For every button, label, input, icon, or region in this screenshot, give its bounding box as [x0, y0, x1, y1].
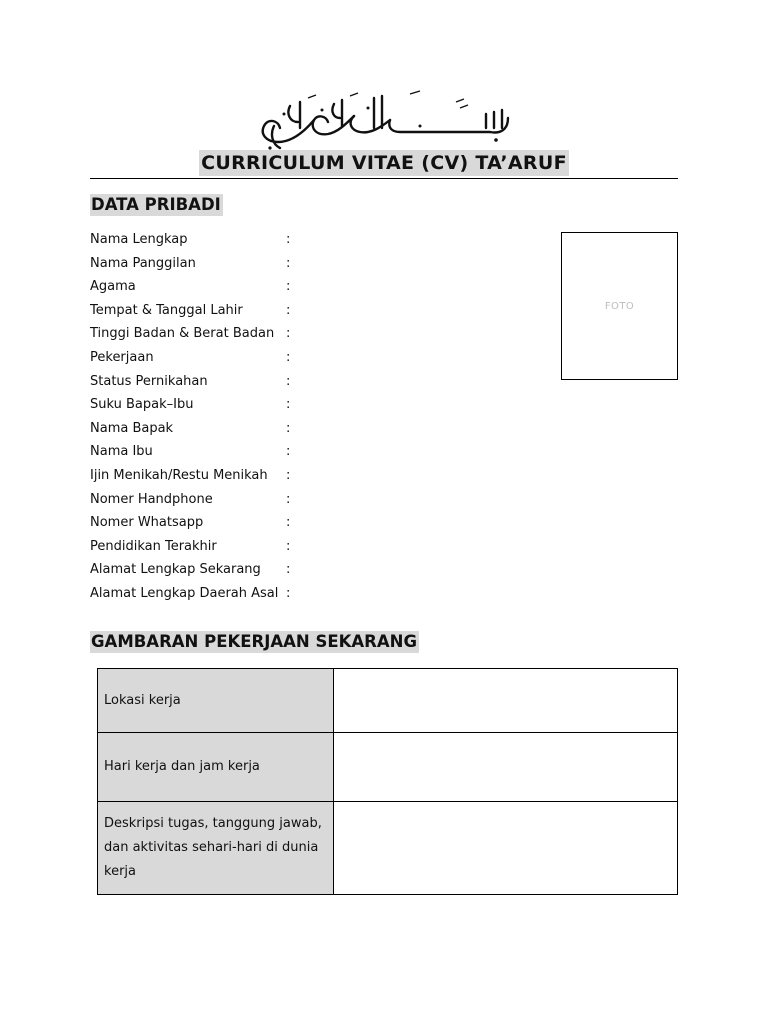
field-label: Alamat Lengkap Daerah Asal [90, 585, 279, 601]
field-separator: : [286, 491, 291, 507]
field-separator: : [286, 279, 291, 295]
personal-data-list [90, 228, 550, 606]
field-separator: : [286, 326, 291, 342]
field-row [90, 228, 550, 252]
row-label: Hari kerja dan jam kerja [98, 733, 334, 802]
field-label: Suku Bapak–Ibu [90, 397, 194, 413]
field-row [90, 417, 550, 441]
field-separator: : [286, 420, 291, 436]
row-value-cell [334, 802, 678, 895]
field-label: Nama Lengkap [90, 232, 188, 247]
row-value-cell [334, 733, 678, 802]
table-row [98, 733, 678, 802]
field-row [90, 393, 550, 417]
field-row [90, 440, 550, 464]
field-label: Pekerjaan [90, 349, 154, 365]
bismillah-calligraphy [250, 88, 520, 152]
field-label: Agama [90, 279, 136, 295]
field-label: Tempat & Tanggal Lahir [90, 302, 243, 318]
field-label: Alamat Lengkap Sekarang [90, 562, 261, 578]
table-row [98, 802, 678, 895]
field-row [90, 558, 550, 582]
gambaran-pekerjaan-heading: GAMBARAN PEKERJAAN SEKARANG [91, 632, 418, 651]
field-separator: : [286, 444, 291, 460]
row-value-cell [334, 669, 678, 733]
field-label: Status Pernikahan [90, 373, 208, 389]
field-separator: : [286, 255, 291, 271]
row-label: Deskripsi tugas, tanggung jawab, dan aktivitas sehari-hari di dunia kerja [98, 802, 334, 895]
field-separator: : [286, 373, 291, 389]
document-title: CURRICULUM VITAE (CV) TA’ARUF [201, 152, 567, 174]
field-separator: : [286, 467, 291, 483]
field-row [90, 275, 550, 299]
field-row [90, 535, 550, 559]
field-label: Nomer Handphone [90, 491, 213, 507]
table-row [98, 669, 678, 733]
work-description-table [97, 668, 678, 895]
field-label: Nama Bapak [90, 420, 174, 436]
row-label: Lokasi kerja [98, 669, 334, 733]
field-separator: : [286, 302, 291, 318]
title-container [90, 150, 678, 179]
field-row [90, 582, 550, 606]
field-row [90, 346, 550, 370]
field-row [90, 511, 550, 535]
field-row [90, 322, 550, 346]
field-separator: : [286, 349, 291, 365]
field-separator: : [286, 562, 291, 578]
field-label: Tinggi Badan & Berat Badan [90, 326, 275, 342]
field-separator: : [286, 585, 291, 601]
photo-placeholder [561, 232, 678, 380]
field-label: Ijin Menikah/Restu Menikah [90, 467, 268, 483]
field-row [90, 488, 550, 512]
field-row [90, 464, 550, 488]
field-separator: : [286, 515, 291, 531]
field-label: Pendidikan Terakhir [90, 538, 217, 554]
field-row [90, 252, 550, 276]
data-pribadi-heading: DATA PRIBADI [91, 195, 221, 214]
field-separator: : [286, 397, 291, 413]
field-label: Nomer Whatsapp [90, 515, 204, 531]
field-separator: : [286, 538, 291, 554]
field-row [90, 299, 550, 323]
photo-label: FOTO [604, 300, 635, 312]
field-label: Nama Ibu [90, 444, 153, 460]
field-label: Nama Panggilan [90, 255, 196, 271]
field-row [90, 370, 550, 394]
field-separator: : [286, 232, 291, 247]
